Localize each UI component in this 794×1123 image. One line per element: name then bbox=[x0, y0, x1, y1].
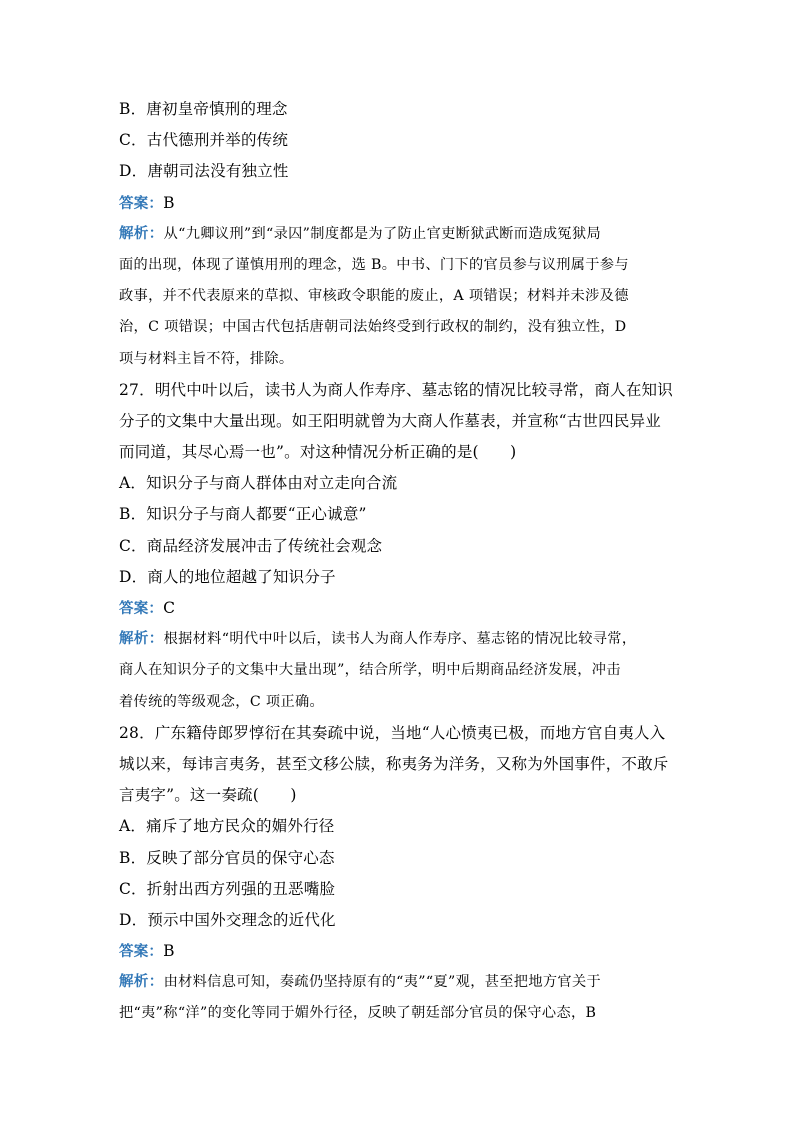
answer-value: C bbox=[163, 599, 176, 617]
q28-answer bbox=[119, 936, 675, 967]
q28-option-b: B．反映了部分官员的保守心态 bbox=[119, 848, 335, 867]
analysis-label: 解析： bbox=[119, 974, 164, 991]
prev-analysis-line-5: 项与材料主旨不符，排除。 bbox=[119, 350, 294, 367]
answer-value: B bbox=[163, 193, 175, 212]
analysis-text: 由材料信息可知，奏疏仍坚持原有的“夷”“夏”观，甚至把地方官关于 bbox=[163, 974, 602, 991]
q27-analysis-line-2: 商人在知识分子的文集中大量出现”，结合所学，明中后期商品经济发展，冲击 bbox=[119, 662, 621, 679]
q27-answer bbox=[119, 593, 675, 624]
prev-analysis-line-1 bbox=[119, 219, 675, 250]
q27-analysis-line-1 bbox=[119, 624, 675, 655]
answer-label: 答案： bbox=[119, 601, 164, 617]
q27-option-d: D．商人的地位超越了知识分子 bbox=[119, 567, 336, 586]
q27-option-b: B．知识分子与商人都要“正心诚意” bbox=[119, 505, 367, 524]
q27-option-c: C．商品经济发展冲击了传统社会观念 bbox=[119, 536, 383, 555]
q28-stem-line-3: 言夷字”。这一奏疏( ) bbox=[119, 786, 297, 805]
answer-label: 答案： bbox=[119, 944, 164, 961]
analysis-label: 解析： bbox=[119, 225, 164, 242]
analysis-text: 从“九卿议刑”到“录囚”制度都是为了防止官吏断狱武断而造成冤狱局 bbox=[163, 225, 602, 242]
q27-option-a: A．知识分子与商人群体由对立走向合流 bbox=[119, 474, 398, 493]
analysis-text: 根据材料“明代中叶以后，读书人为商人作寿序、墓志铭的情况比较寻常， bbox=[163, 631, 637, 648]
q28-analysis-line-1 bbox=[119, 967, 675, 998]
answer-value: B bbox=[163, 942, 175, 961]
prev-option-b: B．唐初皇帝慎刑的理念 bbox=[119, 100, 288, 118]
q28-option-d: D．预示中国外交理念的近代化 bbox=[119, 910, 336, 929]
prev-analysis-line-2: 面的出现，体现了谨慎用刑的理念，选 B。中书、门下的官员参与议刑属于参与 bbox=[119, 256, 629, 273]
q28-analysis-line-2: 把“夷”称“洋”的变化等同于媚外行径，反映了朝廷部分官员的保守心态，B bbox=[119, 1005, 597, 1022]
q27-stem-line-3: 而同道，其尽心焉一也”。对这种情况分析正确的是( ) bbox=[119, 443, 517, 462]
q28-option-a: A．痛斥了地方民众的媚外行径 bbox=[119, 817, 335, 836]
q27-stem-line-1: 27．明代中叶以后，读书人为商人作寿序、墓志铭的情况比较寻常，商人在知识 bbox=[119, 380, 673, 399]
prev-analysis-line-3: 政事，并不代表原来的草拟、审核政令职能的废止，A 项错误；材料并未涉及德 bbox=[119, 288, 629, 305]
prev-analysis-line-4: 治，C 项错误；中国古代包括唐朝司法始终受到行政权的制约，没有独立性，D bbox=[119, 319, 627, 336]
q27-stem-line-2: 分子的文集中大量出现。如王阳明就曾为大商人作墓表，并宣称“古世四民异业 bbox=[119, 411, 661, 430]
q28-stem-line-1: 28．广东籍侍郎罗惇衍在其奏疏中说，当地“人心愤夷已极，而地方官自夷人入 bbox=[119, 723, 666, 742]
prev-answer bbox=[119, 188, 675, 219]
analysis-label: 解析： bbox=[119, 631, 164, 648]
q28-option-c: C．折射出西方列强的丑恶嘴脸 bbox=[119, 879, 336, 898]
document-body bbox=[119, 94, 675, 1030]
prev-option-c: C．古代德刑并举的传统 bbox=[119, 131, 289, 150]
prev-option-d: D．唐朝司法没有独立性 bbox=[119, 162, 289, 181]
q27-analysis-line-3: 着传统的等级观念，C 项正确。 bbox=[119, 693, 325, 710]
q28-stem-line-2: 城以来，每讳言夷务，甚至文移公牍，称夷务为洋务，又称为外国事件，不敢斥 bbox=[119, 754, 669, 773]
answer-label: 答案： bbox=[119, 195, 164, 212]
